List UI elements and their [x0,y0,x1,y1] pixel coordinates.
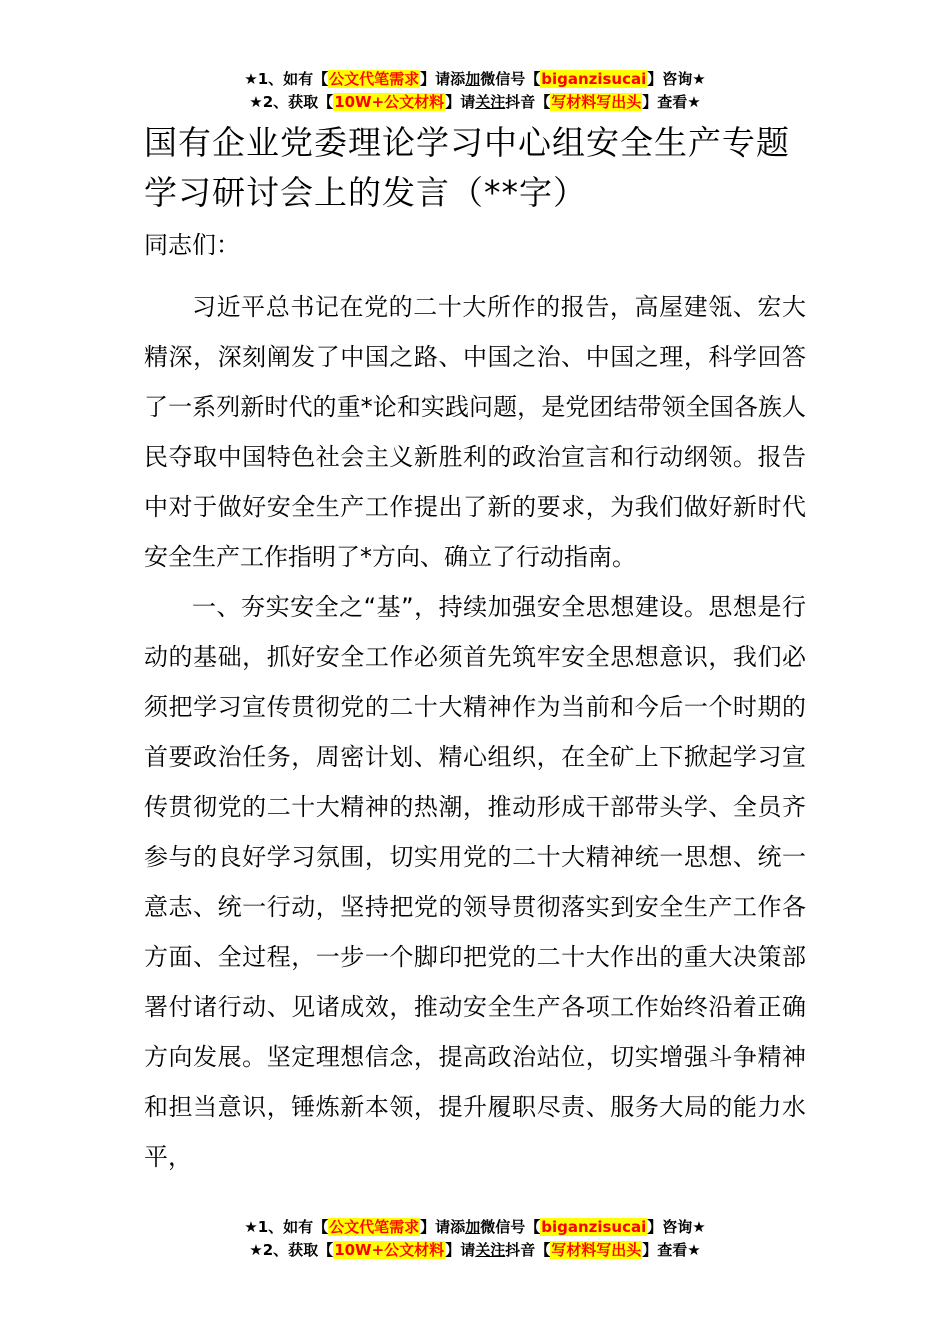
promo-line-1-suffix: 】咨询★ [647,1218,706,1236]
document-title: 国有企业党委理论学习中心组安全生产专题学习研讨会上的发言（**字） [144,123,790,212]
promo-line-2-suffix: 】查看★ [642,93,701,111]
promo-line-1-prefix: ★1、如有【 [244,70,329,88]
bottom-promo-banner [0,1216,950,1262]
promo-line-2-suffix: 】查看★ [642,1241,701,1259]
promo-line-2-highlight-douyin: 写材料写出头 [551,1241,642,1259]
promo-line-1 [0,68,950,91]
promo-line-1-underlined: 加 [465,1218,481,1236]
promo-line-1-highlight-wechat: biganzisucai [541,1218,647,1236]
promo-line-1-highlight-service: 公文代笔需求 [329,1218,420,1236]
paragraph-2: 一、夯实安全之“基”，持续加强安全思想建设。思想是行动的基础，抓好安全工作必须首先筑牢安全思想意识，我们必须把学习宣传贯彻党的二十大精神作为当前和今后一个时期的首要政治任务，周密计划、精心组织，在全矿上下掀起学习宣传贯彻党的二十大精神的热潮，推动形成干部带头学、全员齐参与的良好学习氛围，切实用党的二十大精神统一思想、统一意志、统一行动，坚持把党的领导贯彻落实到安全生产工作各方面、全过程，一步一个脚印把党的二十大作出的重大决策部署付诸行动、见诸成效，推动安全生产各项工作始终沿着正确方向发展。坚定理想信念，提高政治站位，切实增强斗争精神和担当意识，锤炼新本领，提升履职尽责、服务大局的能力水平， [144,593,806,1171]
promo-line-1-mid-a: 】请添 [420,70,466,88]
promo-line-1-highlight-service: 公文代笔需求 [329,70,420,88]
promo-line-2-highlight-douyin: 写材料写出头 [551,93,642,111]
promo-line-1 [0,1216,950,1239]
promo-line-1-underlined: 加 [465,70,481,88]
promo-line-1-suffix: 】咨询★ [647,70,706,88]
promo-line-2 [0,1239,950,1262]
promo-line-2-mid-a: 】请 [445,93,476,111]
promo-line-2-mid-b: 抖音【 [505,93,551,111]
promo-line-2-highlight-materials: 10W+公文材料 [334,93,445,111]
promo-line-2-prefix: ★2、获取【 [249,1241,334,1259]
promo-line-2-mid-b: 抖音【 [505,1241,551,1259]
promo-line-1-mid-b: 微信号【 [480,70,541,88]
promo-line-1-highlight-wechat: biganzisucai [541,70,647,88]
paragraph-1: 习近平总书记在党的二十大所作的报告，高屋建瓴、宏大精深，深刻阐发了中国之路、中国之治、中国之理，科学回答了一系列新时代的重*论和实践问题，是党团结带领全国各族人民夺取中国特色社会主义新胜利的政治宣言和行动纲领。报告中对于做好安全生产工作提出了新的要求，为我们做好新时代安全生产工作指明了*方向、确立了行动指南。 [144,293,806,571]
promo-line-2 [0,91,950,114]
promo-line-2-prefix: ★2、获取【 [249,93,334,111]
salutation: 同志们： [144,231,240,259]
promo-line-2-underlined: 关注 [475,1241,506,1259]
promo-line-1-prefix: ★1、如有【 [244,1218,329,1236]
document-body [144,118,806,1182]
promo-line-1-mid-b: 微信号【 [480,1218,541,1236]
promo-line-2-highlight-materials: 10W+公文材料 [334,1241,445,1259]
top-promo-banner [0,68,950,114]
promo-line-2-mid-a: 】请 [445,1241,476,1259]
promo-line-1-mid-a: 】请添 [420,1218,466,1236]
promo-line-2-underlined: 关注 [475,93,506,111]
